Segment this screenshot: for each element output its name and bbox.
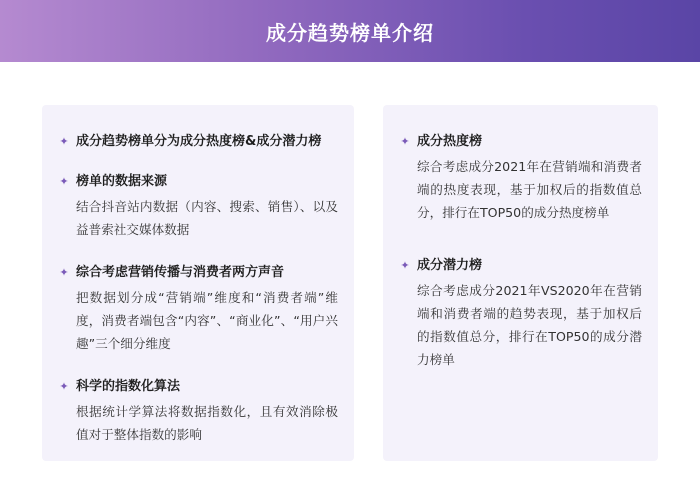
item-body: 综合考虑成分2021年在营销端和消费者端的热度表现，基于加权后的指数值总分，排行在TOP50的成分热度榜单 [417,159,642,220]
list-item [58,263,338,355]
item-title: 榜单的数据来源 [76,174,168,189]
sparkle-icon: ✦ [400,135,410,148]
item-title: 成分潜力榜 [417,258,483,273]
item-body: 综合考虑成分2021年VS2020年在营销端和消费者端的趋势表现，基于加权后的指数值总分，排行在TOP50的成分潜力榜单 [417,283,642,367]
item-title: 科学的指数化算法 [76,379,181,394]
header-banner [0,0,700,62]
sparkle-icon: ✦ [59,380,69,393]
list-item [58,132,338,152]
list-item [399,256,642,371]
list-item [399,132,642,224]
page-title: 成分趋势榜单介绍 [266,20,434,45]
item-body: 把数据划分成“营销端”维度和“消费者端”维度，消费者端包含“内容”、“商业化”、“用户兴趣”三个细分维度 [76,290,338,351]
sparkle-icon: ✦ [59,175,69,188]
list-item [58,172,338,241]
list-item [58,377,338,446]
sparkle-icon: ✦ [59,135,69,148]
item-body: 根据统计学算法将数据指数化，且有效消除极值对于整体指数的影响 [76,404,338,442]
right-card [383,105,658,461]
item-title: 综合考虑营销传播与消费者两方声音 [76,265,285,280]
left-card [42,105,354,461]
sparkle-icon: ✦ [400,259,410,272]
item-body: 结合抖音站内数据（内容、搜索、销售）、以及益普索社交媒体数据 [76,199,338,237]
sparkle-icon: ✦ [59,266,69,279]
item-title: 成分趋势榜单分为成分热度榜&成分潜力榜 [76,134,322,149]
item-title: 成分热度榜 [417,134,483,149]
